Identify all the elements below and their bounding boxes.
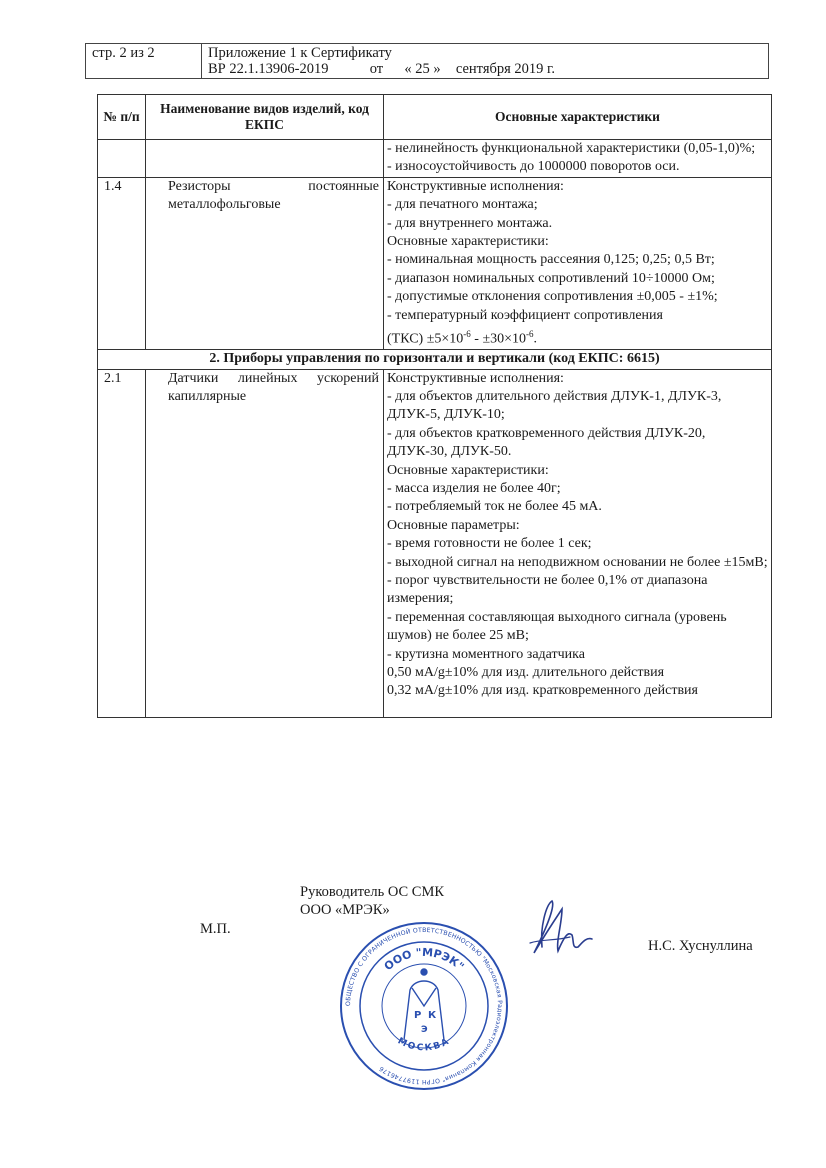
tks-mid: - ±30×10 <box>470 331 527 347</box>
tks-suffix: . <box>533 331 538 347</box>
row-name: Датчики линейных ускорений капиллярные <box>146 369 384 717</box>
svg-text:К: К <box>428 1010 437 1021</box>
seal-outer-text: ОБЩЕСТВО С ОГРАНИЧЕННОЙ ОТВЕТСТВЕННОСТЬЮ "Московская Радиоэлектронная Компания" ОГРН 1197746176 <box>344 926 504 1086</box>
char-line: Основные характеристики: <box>387 462 549 478</box>
tks-line <box>387 325 768 349</box>
tks-exp: -6 <box>526 329 534 340</box>
row-chars <box>384 140 772 178</box>
organization-seal <box>338 920 510 1092</box>
char-line: - температурный коэффициент сопротивления <box>387 307 663 323</box>
section-row <box>98 350 772 369</box>
table-row <box>98 177 772 349</box>
mp-label: М.П. <box>200 921 231 937</box>
header-name: Наименование видов изделий, код ЕКПС <box>146 95 384 140</box>
table-row <box>98 369 772 717</box>
char-line: - выходной сигнал на неподвижном основании не более ±15мВ; <box>387 554 768 570</box>
date-day: « 25 » <box>404 61 441 77</box>
char-line: - допустимые отклонения сопротивления ±0,005 - ±1%; <box>387 289 718 305</box>
char-line: - нелинейность функциональной характеристики (0,05-1,0)%; <box>387 141 756 156</box>
char-line: - крутизна моментного задатчика <box>387 646 585 662</box>
row-chars <box>384 369 772 717</box>
handwritten-signature <box>512 897 600 961</box>
char-line: Основные параметры: <box>387 517 520 533</box>
char-line: - переменная составляющая выходного сигнала (уровень шумов) не более 25 мВ; <box>387 609 727 644</box>
appendix-title: Приложение 1 к Сертификату <box>208 45 392 61</box>
row-chars <box>384 177 772 349</box>
date-prefix: от <box>369 61 384 77</box>
cert-number: ВР 22.1.13906-2019 <box>208 61 329 77</box>
char-line: 0,50 мА/g±10% для изд. длительного действия <box>387 665 665 681</box>
signatory-org: ООО «МРЭК» <box>300 902 390 918</box>
date-rest: сентября 2019 г. <box>455 61 555 77</box>
char-line: 0,32 мА/g±10% для изд. кратковременного действия <box>387 683 698 699</box>
products-table <box>97 94 772 718</box>
char-line: - масса изделия не более 40г; <box>387 480 561 496</box>
char-line: - для печатного монтажа; <box>387 197 538 213</box>
char-line: - потребляемый ток не более 45 мА. <box>387 499 602 515</box>
char-line: - износоустойчивость до 1000000 поворотов оси. <box>387 159 680 175</box>
char-line: - для объектов кратковременного действия ДЛУК-20, ДЛУК-30, ДЛУК-50. <box>387 425 706 460</box>
char-line: - номинальная мощность рассеяния 0,125; 0,25; 0,5 Вт; <box>387 252 715 268</box>
svg-text:Р: Р <box>414 1010 422 1021</box>
char-line: Основные характеристики: <box>387 234 549 250</box>
row-num <box>98 140 146 178</box>
char-line: - порог чувствительности не более 0,1% от диапазона измерения; <box>387 573 708 607</box>
row-num: 2.1 <box>98 369 146 717</box>
seal-bottom-text: МОСКВА <box>395 1036 453 1054</box>
char-line: - для внутреннего монтажа. <box>387 215 553 231</box>
table-header-row <box>98 95 772 140</box>
certificate-line <box>208 61 762 77</box>
seal-top-text: ООО "МРЭК" <box>381 945 467 974</box>
row-name: Резисторы постоянные металлофольговые <box>146 177 384 349</box>
header-num: № п/п <box>98 95 146 140</box>
signatory-position: Руководитель ОС СМК <box>300 884 445 900</box>
page-header <box>85 43 769 79</box>
tks-exp: -6 <box>463 329 471 340</box>
signatory-name: Н.С. Хуснуллина <box>648 938 753 954</box>
row-num: 1.4 <box>98 177 146 349</box>
header-chars: Основные характеристики <box>384 95 772 140</box>
seal-emblem-icon <box>404 969 444 1040</box>
char-line: - время готовности не более 1 сек; <box>387 536 592 552</box>
page-number: стр. 2 из 2 <box>86 44 202 79</box>
char-line: Конструктивные исполнения: <box>387 178 564 194</box>
section-title: 2. Приборы управления по горизонтали и вертикали (код ЕКПС: 6615) <box>98 350 772 369</box>
certificate-reference <box>202 44 769 79</box>
char-line: - для объектов длительного действия ДЛУК-1, ДЛУК-3, ДЛУК-5, ДЛУК-10; <box>387 388 722 423</box>
char-line: Конструктивные исполнения: <box>387 370 564 386</box>
tks-prefix: (ТКС) ±5×10 <box>387 331 464 347</box>
table-row <box>98 140 772 178</box>
signatory-title <box>300 883 444 919</box>
svg-text:Э: Э <box>421 1025 428 1035</box>
row-name <box>146 140 384 178</box>
char-line: - диапазон номинальных сопротивлений 10÷10000 Ом; <box>387 270 715 286</box>
